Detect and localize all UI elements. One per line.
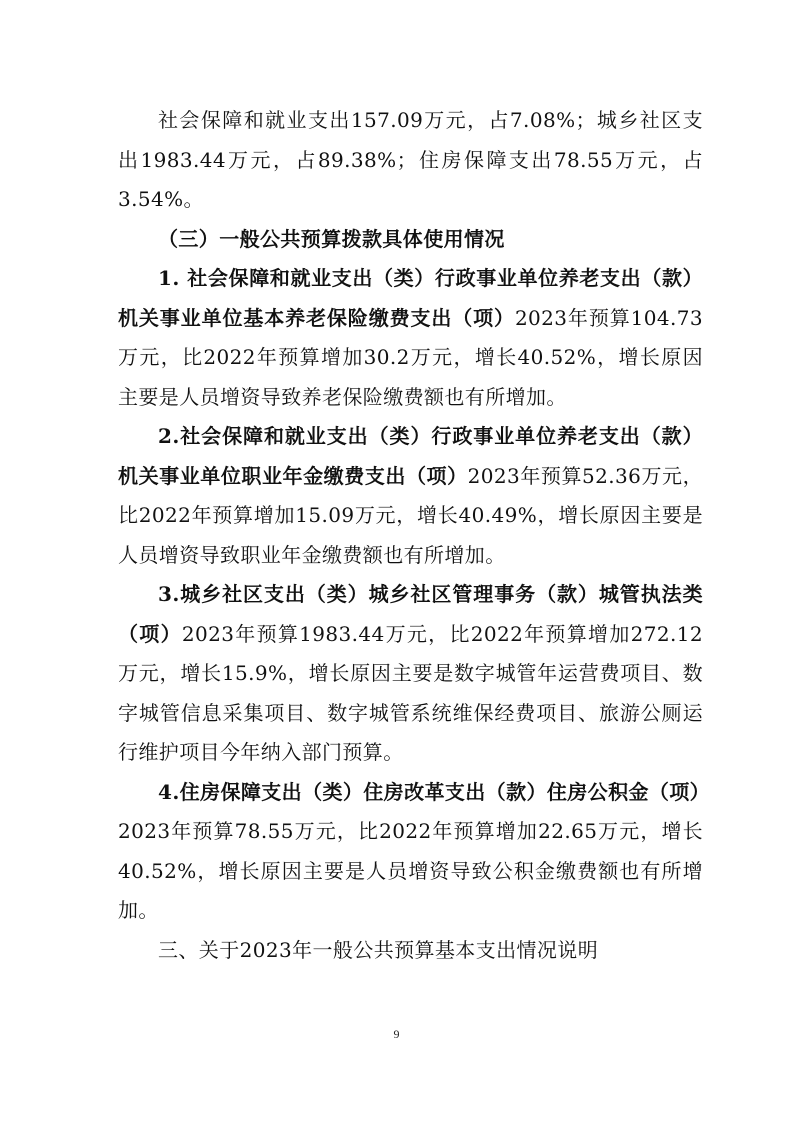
subsection-heading: （三）一般公共预算拨款具体使用情况 — [158, 226, 505, 251]
budget-item-3 — [118, 575, 703, 773]
budget-item-4 — [118, 773, 711, 931]
budget-item-2-title: 2.社会保障和就业支出（类）行政事业单位养老支出（款）机关事业单位职业年金缴费支出（项） — [118, 424, 703, 488]
intro-paragraph: 社会保障和就业支出157.09万元，占7.08%；城乡社区支出1983.44万元，占89.38%；住房保障支出78.55万元，占3.54%。 — [118, 108, 703, 211]
budget-item-4-text: 2023年预算78.55万元，比2022年预算增加22.65万元，增长40.52%，增长原因主要是人员增资导致公积金缴费额也有所增加。 — [118, 819, 703, 922]
budget-item-2-text: 2023年预算52.36万元，比2022年预算增加15.09万元，增长40.49%，增长原因主要是人员增资导致职业年金缴费额也有所增加。 — [118, 463, 703, 567]
budget-item-3-text: 2023年预算1983.44万元，比2022年预算增加272.12万元，增长15.9%，增长原因主要是数字城管年运营费项目、数字城管信息采集项目、数字城管系统维保经费项目、旅游公厕运行维护项目今年纳入部门预算。 — [118, 621, 703, 764]
section-title: 三、关于2023年一般公共预算基本支出情况说明 — [158, 937, 599, 962]
budget-item-2 — [118, 417, 703, 575]
budget-item-1-text: 2023年预算104.73万元，比2022年预算增加30.2万元，增长40.52%，增长原因主要是人员增资导致养老保险缴费额也有所增加。 — [118, 305, 703, 409]
page-number: 9 — [393, 1027, 400, 1041]
budget-item-1 — [118, 259, 703, 417]
budget-item-3-title: 3.城乡社区支出（类）城乡社区管理事务（款）城管执法类（项） — [118, 582, 703, 646]
budget-item-4-title: 4.住房保障支出（类）住房改革支出（款）住房公积金（项） — [158, 779, 711, 804]
budget-item-1-title: 1. 社会保障和就业支出（类）行政事业单位养老支出（款）机关事业单位基本养老保险缴费支出（项） — [118, 266, 703, 330]
document-body — [118, 101, 711, 970]
